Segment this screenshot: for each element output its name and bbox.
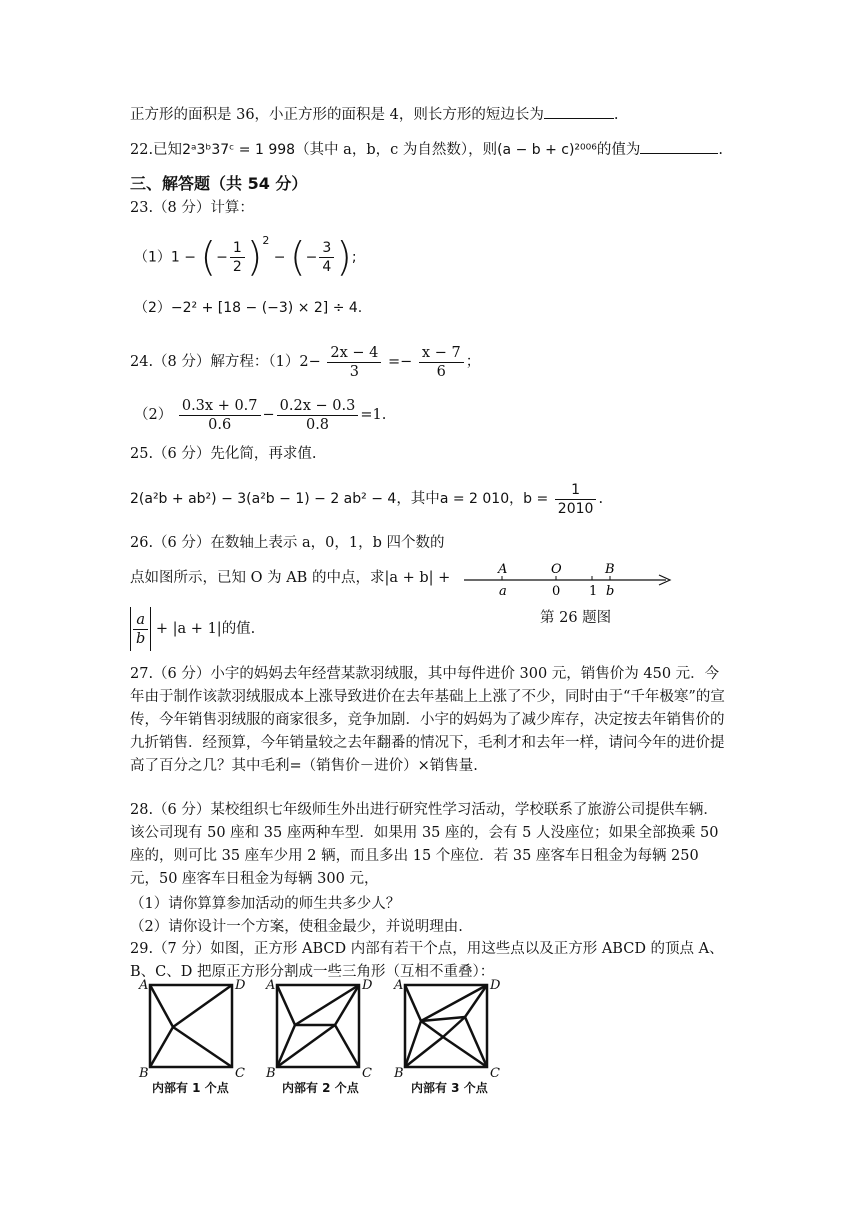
q24-p2-fraction1: [179, 397, 261, 434]
q25-b-den: 2010: [557, 500, 594, 517]
q25-end: .: [598, 491, 604, 507]
q24-label: 24.（8 分）解方程：: [130, 354, 269, 370]
q24-p2-fraction2: [277, 397, 359, 434]
q26-abs-fraction: [130, 607, 151, 651]
label-B: B: [605, 562, 615, 577]
q24-p1-fraction1: [327, 344, 381, 381]
q22-expr: (a − b + c)²⁰⁰⁶: [497, 142, 597, 158]
q24-p1-fraction2: [419, 344, 464, 381]
q23-p1-start: 1 −: [170, 249, 197, 266]
q23-p1-fraction2: [319, 239, 334, 276]
label-a: a: [499, 584, 507, 598]
section-heading: 三、解答题（共 54 分）: [130, 174, 308, 193]
q24-p2-f2-num: 0.2x − 0.3: [277, 397, 359, 416]
q25-expr-line: [130, 477, 603, 521]
fig2-A: A: [266, 978, 276, 993]
q23-p1-exponent: 2: [262, 234, 270, 247]
right-paren-icon: ): [246, 234, 263, 281]
fig3-C: C: [490, 1066, 500, 1081]
q24-p2-f2-den: 0.8: [305, 416, 330, 433]
square-figure-2: [277, 985, 359, 1067]
q27-text: 27.（6 分）小宇的妈妈去年经营某款羽绒服，其中每件进价 300 元，销售价为 450 元．今年由于制作该款羽绒服成本上涨导致进价在去年基础上上涨了不少，同时由于“千年极寒”的宣传，今年销售羽绒服的商家很多，竞争加剧．小宇的妈妈为了减少库存，决定按去年销售价的九折销售．经预算，今年销量较之去年翻番的情况下，毛利才和去年一样，请问今年的进价提高了百分之几？其中毛利=（销售价－进价）×销售量.: [130, 666, 725, 774]
q21-answer-blank[interactable]: [544, 104, 614, 119]
q28-sub2: （2）请你设计一个方案，使租金最少，并说明理由.: [130, 919, 463, 935]
left-paren-icon: (: [200, 234, 217, 281]
q23-p1-frac2-num: 3: [319, 239, 334, 258]
q23-p1-fraction1: [230, 239, 245, 276]
vertex-labels: [138, 978, 501, 1081]
fig3-A: A: [394, 978, 404, 993]
q24-p1-a: 2−: [299, 354, 321, 370]
q23-p1-minus: −: [216, 249, 228, 266]
q23-p1-frac2-den: 4: [322, 259, 332, 276]
q25-where: ，其中: [396, 491, 440, 507]
q24-p1-f1-den: 3: [349, 363, 359, 380]
fig2-C: C: [362, 1066, 372, 1081]
label-A: A: [498, 562, 508, 577]
square-figure-3: [405, 985, 487, 1067]
q23-p1-frac1-den: 2: [232, 259, 242, 276]
label-O: O: [551, 562, 562, 577]
q25-label: 25.（6 分）先化简，再求值.: [130, 446, 317, 462]
q23-p2-expr: −2² + [18 − (−3) × 2] ÷ 4.: [170, 300, 363, 316]
q23-p1-end: ;: [351, 249, 357, 266]
q24-p1-f1-num: 2x − 4: [327, 344, 381, 363]
q22-end: .: [718, 142, 723, 158]
q26-number-line-figure: [460, 558, 680, 598]
q26-frac-den: b: [136, 630, 146, 647]
right-paren-icon: ): [336, 234, 352, 281]
q22-condition: 2ᵃ3ᵇ37ᶜ = 1 998: [182, 142, 296, 158]
q29-caption-1: 内部有 1 个点: [152, 1081, 229, 1095]
fig3-B: B: [394, 1066, 404, 1081]
q23-p1-frac1-num: 1: [230, 239, 245, 258]
q24-p1-label: （1）: [268, 354, 300, 370]
q21-tail: [130, 103, 619, 124]
fig2-D: D: [362, 978, 373, 993]
q23-part1: [134, 228, 357, 281]
q24-p2-f1-den: 0.6: [208, 416, 232, 433]
q24-line1: [130, 342, 480, 382]
q23-part2: [134, 297, 362, 317]
q24-p1-b: =−: [387, 354, 413, 370]
fig1-C: C: [235, 1066, 245, 1081]
q26-fraction: [133, 611, 148, 648]
q26-figure-caption: 第 26 题图: [540, 610, 612, 626]
q25-expr: 2(a²b + ab²) − 3(a²b − 1) − 2 ab² − 4: [130, 491, 397, 507]
q21-end: .: [613, 107, 619, 123]
q23-p1-mid: −: [273, 249, 286, 266]
q26-line2: [130, 566, 450, 587]
q24-p2-op: −: [262, 407, 275, 423]
left-paren-icon: (: [289, 234, 306, 281]
q25-a-value: a = 2 010: [439, 491, 510, 507]
q26-line3: [130, 607, 255, 651]
fig1-A: A: [139, 978, 149, 993]
q23-p2-label: （2）: [134, 300, 171, 316]
q28-sub1: （1）请你算算参加活动的师生共多少人？: [130, 896, 401, 912]
q24-p2-end: =1.: [360, 407, 387, 423]
q22-answer-blank[interactable]: [640, 139, 718, 154]
q25-b-fraction: [555, 481, 597, 518]
label-0: 0: [552, 584, 561, 598]
q24-line2: [134, 395, 386, 435]
fig1-D: D: [235, 978, 246, 993]
q22-prefix: 22.已知: [130, 142, 183, 158]
q24-p1-end: ；: [465, 354, 481, 370]
label-b: b: [606, 584, 615, 598]
q26-line2-text: 点如图所示，已知 O 为 AB 的中点，求: [130, 570, 385, 586]
q23-label: 23.（8 分）计算：: [130, 200, 254, 216]
q29-caption-3: 内部有 3 个点: [411, 1081, 488, 1095]
q25-b-eq: ，b =: [509, 491, 549, 507]
q25-b-num: 1: [555, 481, 597, 500]
fig2-B: B: [266, 1066, 276, 1081]
q23-p1-label: （1）: [134, 249, 171, 266]
q23-p1-minus2: −: [305, 249, 318, 266]
q26-line3-expr: + |a + 1|: [155, 621, 222, 637]
label-1: 1: [589, 584, 598, 598]
q24-p2-f1-num: 0.3x + 0.7: [179, 397, 261, 416]
q26-frac-num: a: [133, 611, 148, 630]
q29-text: 29.（7 分）如图，正方形 ABCD 内部有若干个点，用这些点以及正方形 ABCD 的顶点 A、B、C、D 把原正方形分割成一些三角形（互相不重叠）：: [130, 941, 724, 980]
q24-p1-f2-den: 6: [436, 363, 446, 380]
q22-middle: （其中 a，b，c 为自然数），则: [295, 142, 498, 158]
fig1-B: B: [139, 1066, 149, 1081]
q26-line3-end: 的值.: [221, 621, 256, 637]
q22: [130, 138, 723, 159]
q29-caption-2: 内部有 2 个点: [282, 1081, 359, 1095]
q26-line1: 26.（6 分）在数轴上表示 a，0，1，b 四个数的: [130, 535, 445, 551]
q22-suffix: 的值为: [596, 142, 641, 158]
q26-line2-expr: |a + b| +: [384, 570, 451, 586]
q24-p2-label: （2）: [134, 407, 173, 423]
q24-p1-f2-num: x − 7: [419, 344, 464, 363]
q21-text: 正方形的面积是 36，小正方形的面积是 4，则长方形的短边长为: [130, 107, 544, 123]
q28-text: 28.（6 分）某校组织七年级师生外出进行研究性学习活动，学校联系了旅游公司提供车辆．该公司现有 50 座和 35 座两种车型．如果用 35 座的，会有 5 人没座位；如果全部换乘 50 座的，则可比 35 座车少用 2 辆，而且多出 15 个座位．若 35 座客车日租金为每辆 250 元，50 座客车日租金为每辆 300 元，: [130, 802, 719, 887]
square-figure-1: [150, 985, 232, 1067]
fig3-D: D: [490, 978, 501, 993]
